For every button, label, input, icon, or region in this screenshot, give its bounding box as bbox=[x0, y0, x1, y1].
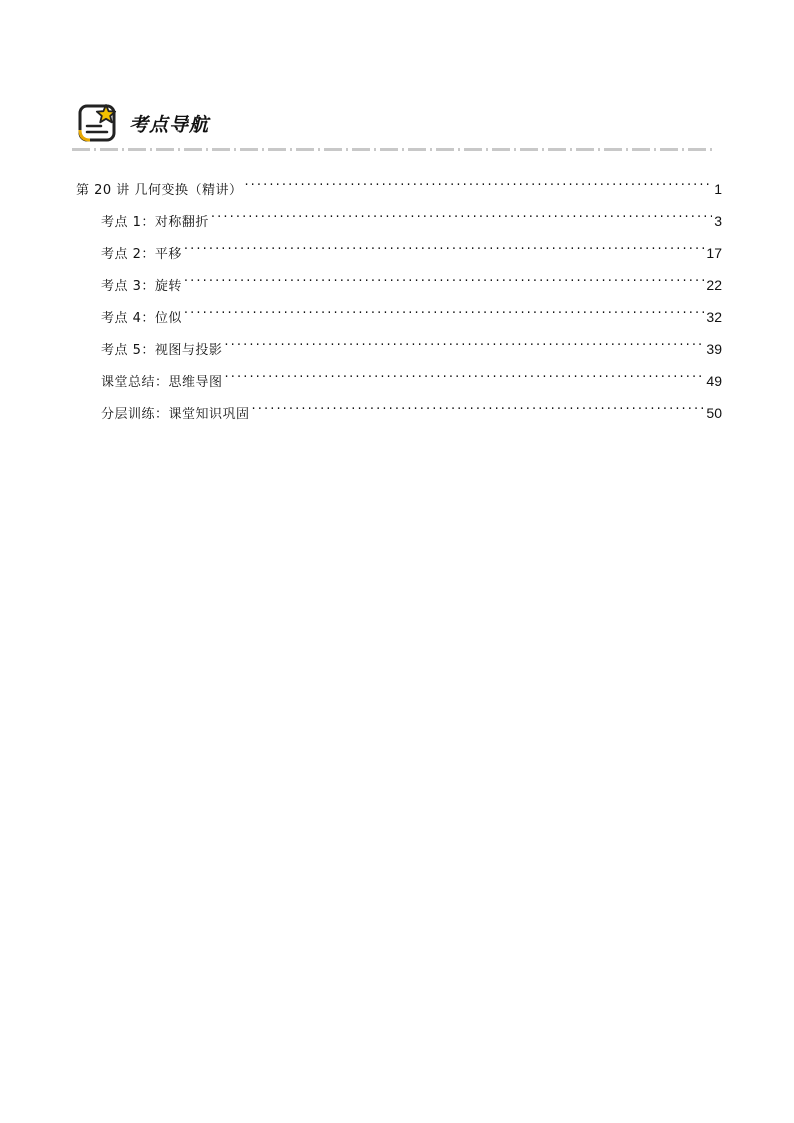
toc-entry-label: 课堂总结：思维导图 bbox=[101, 375, 223, 390]
toc-entry[interactable] bbox=[76, 170, 722, 198]
toc-page-number: 22 bbox=[706, 277, 722, 293]
toc-page-number: 49 bbox=[706, 373, 722, 389]
toc-leader-dots bbox=[184, 266, 705, 290]
page-title: 考点导航 bbox=[129, 113, 210, 136]
toc-entry-label: 第 20 讲 几何变换（精讲） bbox=[76, 183, 243, 198]
toc-leader-dots bbox=[244, 170, 712, 194]
toc-entry[interactable] bbox=[101, 234, 722, 262]
section-header bbox=[77, 102, 209, 144]
toc-entry[interactable] bbox=[101, 362, 722, 390]
toc-entry[interactable] bbox=[101, 202, 722, 230]
toc-page-number: 17 bbox=[706, 245, 722, 261]
toc-leader-dots bbox=[225, 362, 705, 386]
toc-page-number: 50 bbox=[706, 405, 722, 421]
toc-entry-label: 考点 1：对称翻折 bbox=[101, 215, 209, 230]
toc-page-number: 39 bbox=[706, 341, 722, 357]
toc-leader-dots bbox=[211, 202, 712, 226]
header-divider bbox=[72, 148, 712, 151]
toc-entry[interactable] bbox=[101, 298, 722, 326]
toc-leader-dots bbox=[184, 298, 705, 322]
toc-entry-label: 分层训练：课堂知识巩固 bbox=[101, 407, 250, 422]
toc-entry-label: 考点 2：平移 bbox=[101, 247, 182, 262]
toc-entry[interactable] bbox=[101, 330, 722, 358]
toc-leader-dots bbox=[252, 394, 705, 418]
toc-page-number: 32 bbox=[706, 309, 722, 325]
toc-leader-dots bbox=[224, 330, 704, 354]
list-star-icon bbox=[77, 102, 119, 144]
toc-page-number: 3 bbox=[714, 213, 722, 229]
toc-page-number: 1 bbox=[714, 181, 722, 197]
toc-entry[interactable] bbox=[101, 394, 722, 422]
toc-entry[interactable] bbox=[101, 266, 722, 294]
toc-leader-dots bbox=[184, 234, 705, 258]
toc-entry-label: 考点 3：旋转 bbox=[101, 279, 182, 294]
toc-entry-label: 考点 4：位似 bbox=[101, 311, 182, 326]
toc-entry-label: 考点 5：视图与投影 bbox=[101, 343, 223, 358]
